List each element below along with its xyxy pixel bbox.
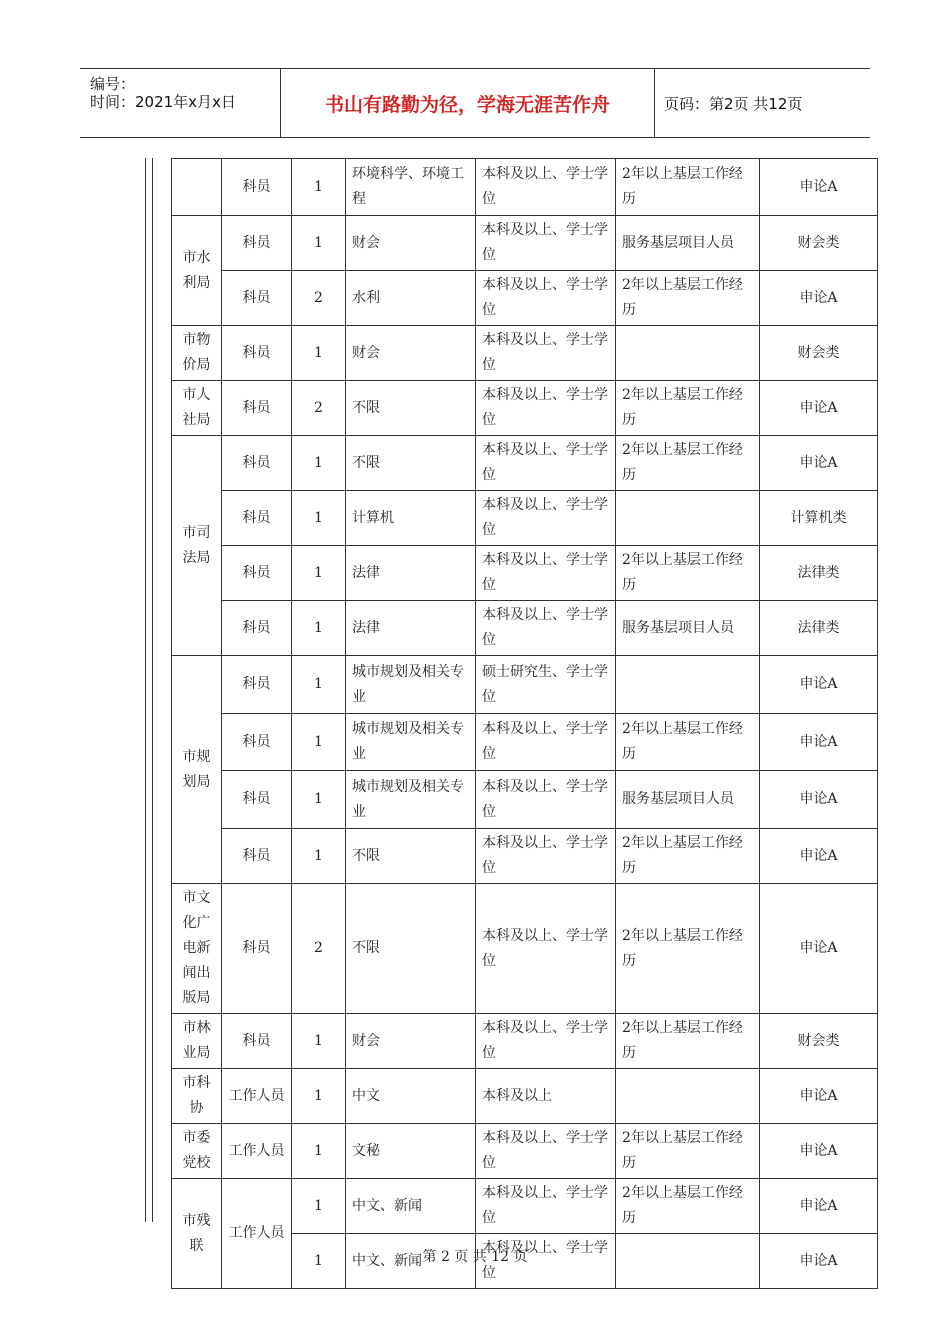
- dept-cell: 市委党校: [172, 1124, 222, 1179]
- education-cell: 本科及以上、学士学位: [476, 546, 616, 601]
- dept-cell: 市人社局: [172, 381, 222, 436]
- education-cell: 本科及以上、学士学位: [476, 491, 616, 546]
- position-cell: 科员: [222, 271, 292, 326]
- position-cell: 科员: [222, 884, 292, 1014]
- page-header: [80, 68, 870, 138]
- table-row: [172, 381, 878, 436]
- requirement-cell: 服务基层项目人员: [616, 771, 760, 829]
- count-cell: 1: [292, 1179, 346, 1234]
- requirement-cell: 2年以上基层工作经历: [616, 381, 760, 436]
- position-cell: 科员: [222, 159, 292, 216]
- dept-cell: 市残联: [172, 1179, 222, 1289]
- education-cell: 本科及以上、学士学位: [476, 601, 616, 656]
- exam-cell: 财会类: [760, 326, 878, 381]
- position-cell: 工作人员: [222, 1179, 292, 1289]
- position-cell: 科员: [222, 436, 292, 491]
- major-cell: 城市规划及相关专业: [346, 656, 476, 714]
- table-row: [172, 1124, 878, 1179]
- dept-cell: 市司法局: [172, 436, 222, 656]
- table-row: [172, 436, 878, 491]
- requirement-cell: [616, 656, 760, 714]
- requirement-cell: 2年以上基层工作经历: [616, 1124, 760, 1179]
- table-row: [172, 714, 878, 771]
- exam-cell: 申论A: [760, 1124, 878, 1179]
- dept-cell: [172, 159, 222, 216]
- count-cell: 1: [292, 159, 346, 216]
- count-cell: 1: [292, 546, 346, 601]
- education-cell: 本科及以上、学士学位: [476, 1014, 616, 1069]
- requirement-cell: [616, 1069, 760, 1124]
- requirement-cell: 2年以上基层工作经历: [616, 436, 760, 491]
- exam-cell: 法律类: [760, 601, 878, 656]
- header-motto: 书山有路勤为径，学海无涯苦作舟: [280, 69, 655, 137]
- count-cell: 1: [292, 436, 346, 491]
- major-cell: 中文: [346, 1069, 476, 1124]
- education-cell: 本科及以上、学士学位: [476, 326, 616, 381]
- table-row: [172, 884, 878, 1014]
- requirement-cell: 2年以上基层工作经历: [616, 546, 760, 601]
- major-cell: 财会: [346, 216, 476, 271]
- exam-cell: 申论A: [760, 159, 878, 216]
- position-cell: 科员: [222, 771, 292, 829]
- education-cell: 本科及以上、学士学位: [476, 884, 616, 1014]
- table-row: [172, 601, 878, 656]
- table-row: [172, 216, 878, 271]
- exam-cell: 申论A: [760, 1234, 878, 1289]
- table-row: [172, 326, 878, 381]
- table-row: [172, 1179, 878, 1234]
- table-row: [172, 271, 878, 326]
- requirement-cell: 2年以上基层工作经历: [616, 1179, 760, 1234]
- requirement-cell: 2年以上基层工作经历: [616, 714, 760, 771]
- position-cell: 工作人员: [222, 1124, 292, 1179]
- exam-cell: 财会类: [760, 1014, 878, 1069]
- exam-cell: 申论A: [760, 771, 878, 829]
- dept-cell: 市林业局: [172, 1014, 222, 1069]
- count-cell: 1: [292, 491, 346, 546]
- exam-cell: 财会类: [760, 216, 878, 271]
- count-cell: 1: [292, 1124, 346, 1179]
- requirement-cell: [616, 491, 760, 546]
- count-cell: 1: [292, 601, 346, 656]
- major-cell: 中文、新闻: [346, 1234, 476, 1289]
- requirement-cell: 2年以上基层工作经历: [616, 159, 760, 216]
- education-cell: 本科及以上、学士学位: [476, 159, 616, 216]
- education-cell: 本科及以上、学士学位: [476, 436, 616, 491]
- education-cell: 本科及以上、学士学位: [476, 714, 616, 771]
- major-cell: 文秘: [346, 1124, 476, 1179]
- requirement-cell: 2年以上基层工作经历: [616, 1014, 760, 1069]
- position-cell: 科员: [222, 829, 292, 884]
- table-row: [172, 1014, 878, 1069]
- major-cell: 水利: [346, 271, 476, 326]
- education-cell: 本科及以上、学士学位: [476, 381, 616, 436]
- margin-line-inner: [152, 158, 153, 1222]
- code-label: 编号：: [90, 75, 136, 93]
- count-cell: 2: [292, 381, 346, 436]
- requirement-cell: 2年以上基层工作经历: [616, 829, 760, 884]
- position-cell: 科员: [222, 656, 292, 714]
- requirement-cell: 2年以上基层工作经历: [616, 884, 760, 1014]
- dept-cell: 市科协: [172, 1069, 222, 1124]
- major-cell: 城市规划及相关专业: [346, 714, 476, 771]
- header-page-label: 页码：第2页 共12页: [664, 94, 803, 113]
- table-row: [172, 546, 878, 601]
- position-cell: 科员: [222, 714, 292, 771]
- major-cell: 财会: [346, 1014, 476, 1069]
- major-cell: 不限: [346, 436, 476, 491]
- exam-cell: 申论A: [760, 1179, 878, 1234]
- count-cell: 2: [292, 884, 346, 1014]
- count-cell: 1: [292, 216, 346, 271]
- education-cell: 硕士研究生、学士学位: [476, 656, 616, 714]
- count-cell: 1: [292, 656, 346, 714]
- table-row: [172, 1069, 878, 1124]
- requirement-cell: [616, 326, 760, 381]
- exam-cell: 法律类: [760, 546, 878, 601]
- major-cell: 计算机: [346, 491, 476, 546]
- count-cell: 1: [292, 326, 346, 381]
- exam-cell: 申论A: [760, 829, 878, 884]
- margin-line-outer: [145, 158, 146, 1222]
- table-row: [172, 771, 878, 829]
- dept-cell: 市规划局: [172, 656, 222, 884]
- major-cell: 法律: [346, 601, 476, 656]
- education-cell: 本科及以上、学士学位: [476, 216, 616, 271]
- time-label: 时间：2021年x月x日: [90, 93, 236, 111]
- requirement-cell: 服务基层项目人员: [616, 216, 760, 271]
- exam-cell: 申论A: [760, 884, 878, 1014]
- position-cell: 科员: [222, 381, 292, 436]
- education-cell: 本科及以上、学士学位: [476, 271, 616, 326]
- count-cell: 1: [292, 714, 346, 771]
- table-row: [172, 656, 878, 714]
- major-cell: 不限: [346, 829, 476, 884]
- count-cell: 2: [292, 271, 346, 326]
- count-cell: 1: [292, 1234, 346, 1289]
- education-cell: 本科及以上、学士学位: [476, 1179, 616, 1234]
- job-table: [171, 158, 878, 1289]
- count-cell: 1: [292, 1069, 346, 1124]
- exam-cell: 计算机类: [760, 491, 878, 546]
- education-cell: 本科及以上: [476, 1069, 616, 1124]
- count-cell: 1: [292, 1014, 346, 1069]
- major-cell: 不限: [346, 381, 476, 436]
- major-cell: 城市规划及相关专业: [346, 771, 476, 829]
- dept-cell: 市文化广电新闻出版局: [172, 884, 222, 1014]
- education-cell: 本科及以上、学士学位: [476, 829, 616, 884]
- exam-cell: 申论A: [760, 436, 878, 491]
- dept-cell: 市水利局: [172, 216, 222, 326]
- position-cell: 科员: [222, 326, 292, 381]
- major-cell: 环境科学、环境工程: [346, 159, 476, 216]
- position-cell: 科员: [222, 601, 292, 656]
- requirement-cell: 2年以上基层工作经历: [616, 271, 760, 326]
- position-cell: 科员: [222, 546, 292, 601]
- count-cell: 1: [292, 771, 346, 829]
- position-cell: 科员: [222, 216, 292, 271]
- education-cell: 本科及以上、学士学位: [476, 771, 616, 829]
- page-footer: 第 2 页 共 12 页: [422, 1249, 528, 1265]
- requirement-cell: 服务基层项目人员: [616, 601, 760, 656]
- major-cell: 中文、新闻: [346, 1179, 476, 1234]
- exam-cell: 申论A: [760, 714, 878, 771]
- major-cell: 不限: [346, 884, 476, 1014]
- header-meta: [80, 69, 280, 137]
- exam-cell: 申论A: [760, 1069, 878, 1124]
- major-cell: 财会: [346, 326, 476, 381]
- exam-cell: 申论A: [760, 381, 878, 436]
- position-cell: 科员: [222, 491, 292, 546]
- dept-cell: 市物价局: [172, 326, 222, 381]
- table-row: [172, 829, 878, 884]
- exam-cell: 申论A: [760, 656, 878, 714]
- position-cell: 工作人员: [222, 1069, 292, 1124]
- education-cell: 本科及以上、学士学位: [476, 1124, 616, 1179]
- count-cell: 1: [292, 829, 346, 884]
- education-cell: 本科及以上、学士学位: [476, 1234, 616, 1289]
- table-row: [172, 491, 878, 546]
- table-row: [172, 159, 878, 216]
- position-cell: 科员: [222, 1014, 292, 1069]
- exam-cell: 申论A: [760, 271, 878, 326]
- major-cell: 法律: [346, 546, 476, 601]
